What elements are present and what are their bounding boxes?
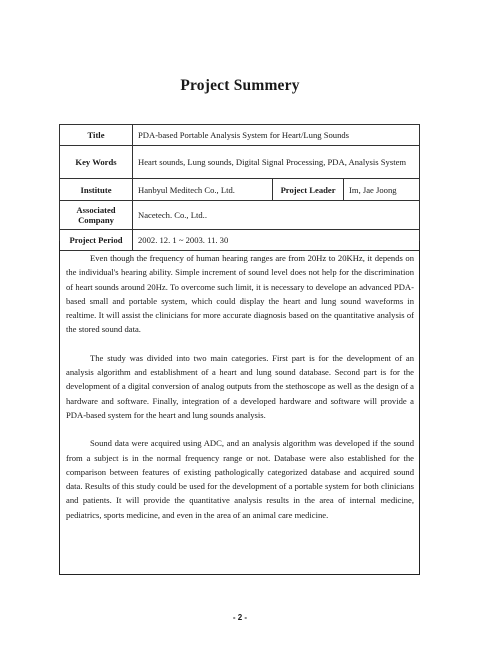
associated-company-row bbox=[60, 201, 420, 230]
summary-box bbox=[59, 241, 420, 575]
title-row bbox=[60, 125, 420, 146]
project-period-value: 2002. 12. 1 ~ 2003. 11. 30 bbox=[133, 230, 420, 251]
keywords-row bbox=[60, 146, 420, 179]
project-leader-label: Project Leader bbox=[273, 179, 344, 201]
title-value: PDA-based Portable Analysis System for Heart/Lung Sounds bbox=[133, 125, 420, 146]
associated-company-label: Associated Company bbox=[60, 201, 133, 230]
summary-paragraph: Even though the frequency of human hearing ranges are from 20Hz to 20KHz, it depends on the individual's hearing ability. Simple increment of sound level does not help for the discrimination of heart sounds around 20Hz. To overcome such limit, it is necessary to develope an advanced PDA-based small and portable system, which could display the heart and lung sound waveforms in realtime. It will assist the clinicians for more accurate diagnosis based on the quantitative analysis of the stored sound data. bbox=[66, 253, 414, 335]
project-leader-value: Im, Jae Joong bbox=[344, 179, 420, 201]
project-period-label: Project Period bbox=[60, 230, 133, 251]
summary-paragraph: The study was divided into two main categories. First part is for the development of an analysis algorithm and establishment of a heart and lung sound database. Second part is for the development of a digital conversion of analog outputs from the stethoscope as well as the design of a hardware and software. Finally, integration of a developed hardware and software will provide a PDA-based system for the heart and lung sounds analysis. bbox=[66, 352, 414, 420]
institute-label: Institute bbox=[60, 179, 133, 201]
summary-paragraph: Sound data were acquired using ADC, and an analysis algorithm was developed if the sound from a subject is in the normal frequency range or not. Database were also established for the comparison between features of existing pathologically categorized database and acquired sound data. Results of this study could be used for the development of a portable system for both clinicians and patients. It will provide the quantitative analysis results in the area of internal medicine, pediatrics, sports medicine, and even in the area of an animal care medicine. bbox=[66, 438, 414, 520]
institute-value: Hanbyul Meditech Co., Ltd. bbox=[133, 179, 273, 201]
keywords-value: Heart sounds, Lung sounds, Digital Signal Processing, PDA, Analysis System bbox=[133, 146, 420, 179]
project-info-table bbox=[59, 124, 420, 251]
title-label: Title bbox=[60, 125, 133, 146]
page-number: - 2 - bbox=[232, 613, 248, 622]
page-title: Project Summery bbox=[180, 77, 300, 94]
associated-company-value: Nacetech. Co., Ltd.. bbox=[133, 201, 420, 230]
institute-row bbox=[60, 179, 420, 201]
keywords-label: Key Words bbox=[60, 146, 133, 179]
